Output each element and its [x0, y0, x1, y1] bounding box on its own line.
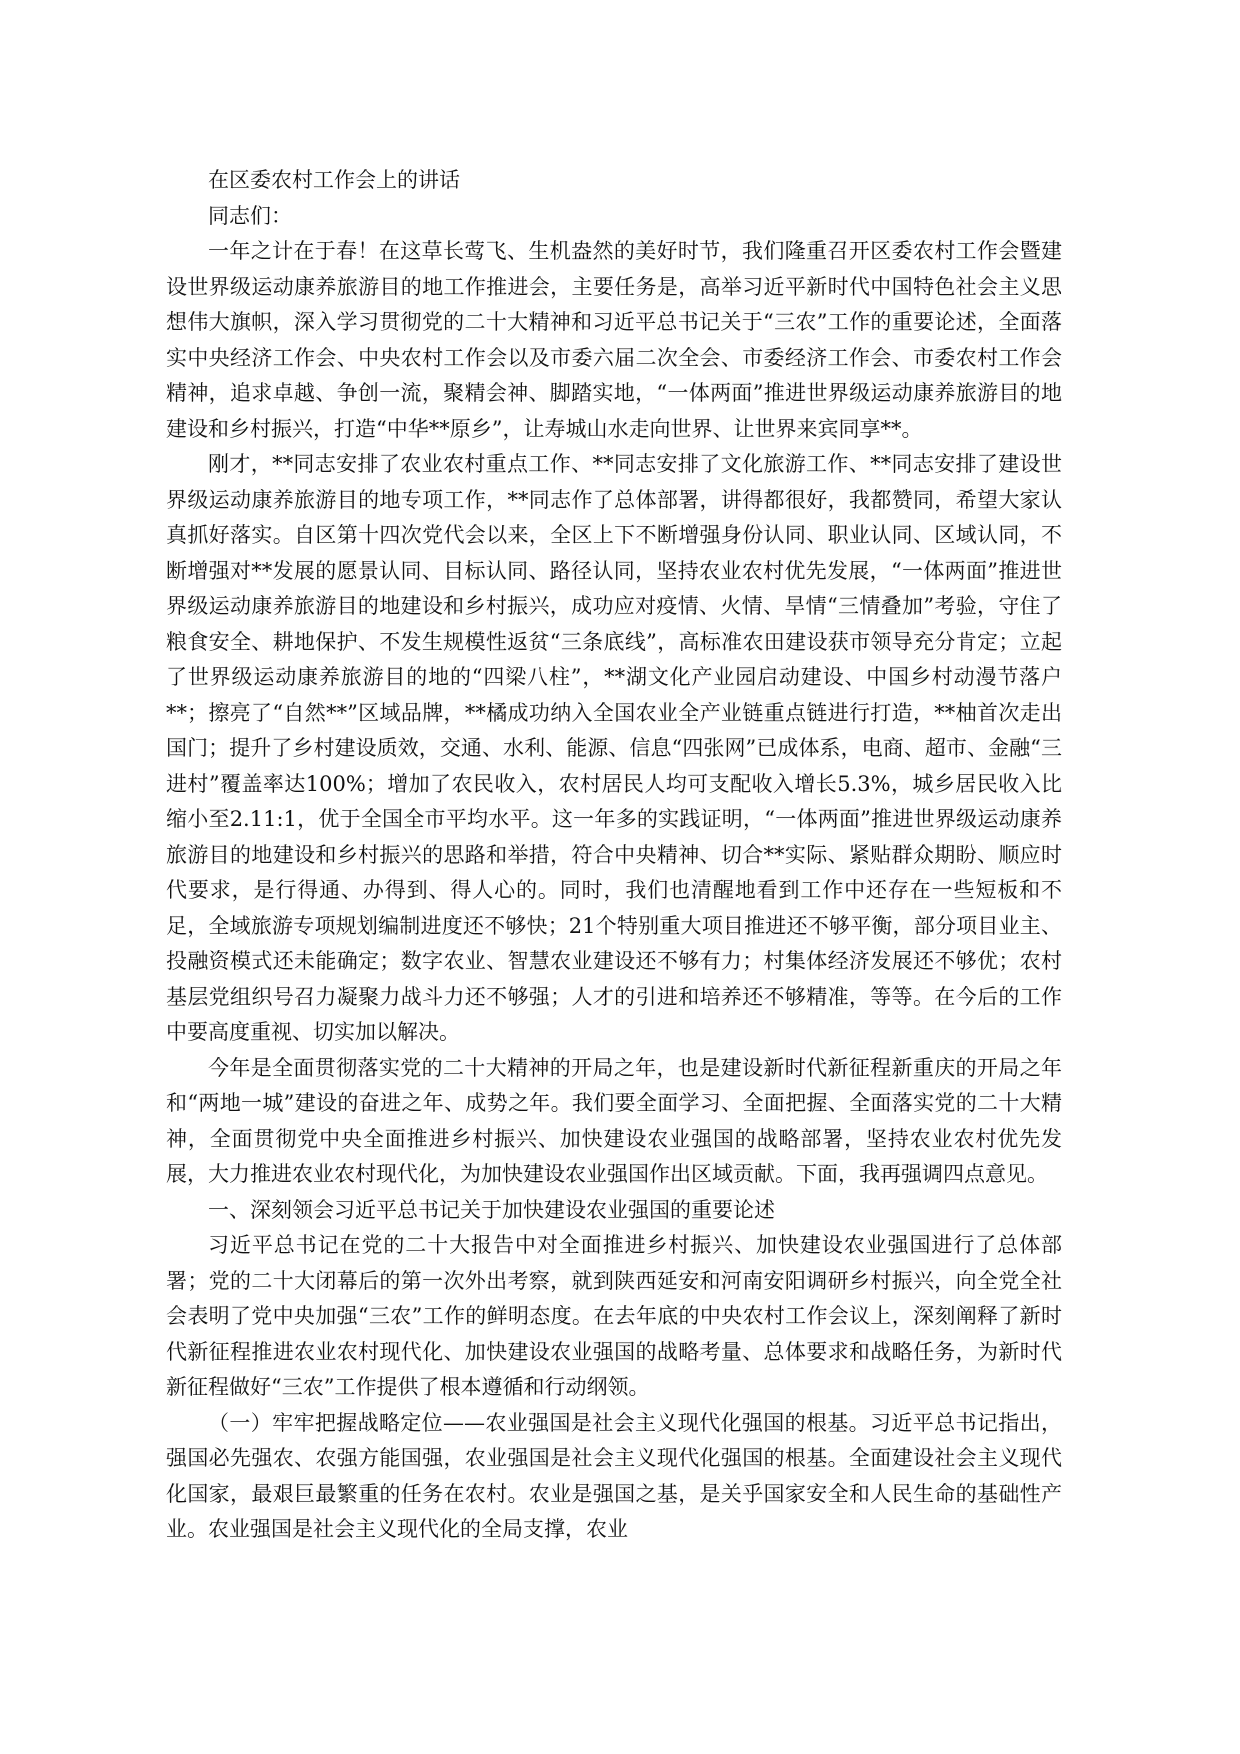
paragraph: （一）牢牢把握战略定位——农业强国是社会主义现代化强国的根基。习近平总书记指出，强国必先强农、农强方能国强，农业强国是社会主义现代化强国的根基。全面建设社会主义现代化国家，最艰巨最繁重的任务在农村。农业是强国之基，是关乎国家安全和人民生命的基础性产业。农业强国是社会主义现代化的全局支撑，农业 — [166, 1410, 1062, 1541]
section-heading: 一、深刻领会习近平总书记关于加快建设农业强国的重要论述 — [208, 1197, 775, 1222]
paragraph: 一年之计在于春！在这草长莺飞、生机盎然的美好时节，我们隆重召开区委农村工作会暨建设世界级运动康养旅游目的地工作推进会，主要任务是，高举习近平新时代中国特色社会主义思想伟大旗帜，深入学习贯彻党的二十大精神和习近平总书记关于“三农”工作的重要论述，全面落实中央经济工作会、中央农村工作会以及市委六届二次全会、市委经济工作会、市委农村工作会精神，追求卓越、争创一流，聚精会神、脚踏实地，“一体两面”推进世界级运动康养旅游目的地建设和乡村振兴，打造“中华**原乡”，让寿城山水走向世界、让世界来宾同享**。 — [166, 239, 1062, 441]
paragraph: 刚才，**同志安排了农业农村重点工作、**同志安排了文化旅游工作、**同志安排了建设世界级运动康养旅游目的地专项工作，**同志作了总体部署，讲得都很好，我都赞同，希望大家认真抓好落实。自区第十四次党代会以来，全区上下不断增强身份认同、职业认同、区域认同，不断增强对**发展的愿景认同、目标认同、路径认同，坚持农业农村优先发展，“一体两面”推进世界级运动康养旅游目的地建设和乡村振兴，成功应对疫情、火情、旱情“三情叠加”考验，守住了粮食安全、耕地保护、不发生规模性返贫“三条底线”，高标准农田建设获市领导充分肯定；立起了世界级运动康养旅游目的地的“四梁八柱”，**湖文化产业园启动建设、中国乡村动漫节落户**；擦亮了“自然**”区域品牌，**橘成功纳入全国农业全产业链重点链进行打造，**柚首次走出国门；提升了乡村建设质效，交通、水利、能源、信息“四张网”已成体系，电商、超市、金融“三进村”覆盖率达100%；增加了农民收入，农村居民人均可支配收入增长5.3%，城乡居民收入比缩小至2.11:1，优于全国全市平均水平。这一年多的实践证明，“一体两面”推进世界级运动康养旅游目的地建设和乡村振兴的思路和举措，符合中央精神、切合**实际、紧贴群众期盼、顺应时代要求，是行得通、办得到、得人心的。同时，我们也清醒地看到工作中还存在一些短板和不足，全域旅游专项规划编制进度还不够快；21个特别重大项目推进还不够平衡，部分项目业主、投融资模式还未能确定；数字农业、智慧农业建设还不够有力；村集体经济发展还不够优；农村基层党组织号召力凝聚力战斗力还不够强；人才的引进和培养还不够精准，等等。在今后的工作中要高度重视、切实加以解决。 — [166, 452, 1062, 1044]
salutation: 同志们： — [208, 203, 292, 228]
document-body — [166, 163, 1062, 1548]
paragraph: 今年是全面贯彻落实党的二十大精神的开局之年，也是建设新时代新征程新重庆的开局之年和“两地一城”建设的奋进之年、成势之年。我们要全面学习、全面把握、全面落实党的二十大精神，全面贯彻党中央全面推进乡村振兴、加快建设农业强国的战略部署，坚持农业农村优先发展，大力推进农业农村现代化，为加快建设农业强国作出区域贡献。下面，我再强调四点意见。 — [166, 1055, 1062, 1186]
paragraph: 习近平总书记在党的二十大报告中对全面推进乡村振兴、加快建设农业强国进行了总体部署；党的二十大闭幕后的第一次外出考察，就到陕西延安和河南安阳调研乡村振兴，向全党全社会表明了党中央加强“三农”工作的鲜明态度。在去年底的中央农村工作会议上，深刻阐释了新时代新征程推进农业农村现代化、加快建设农业强国的战略考量、总体要求和战略任务，为新时代新征程做好“三农”工作提供了根本遵循和行动纲领。 — [166, 1233, 1062, 1399]
document-title: 在区委农村工作会上的讲话 — [208, 168, 460, 192]
